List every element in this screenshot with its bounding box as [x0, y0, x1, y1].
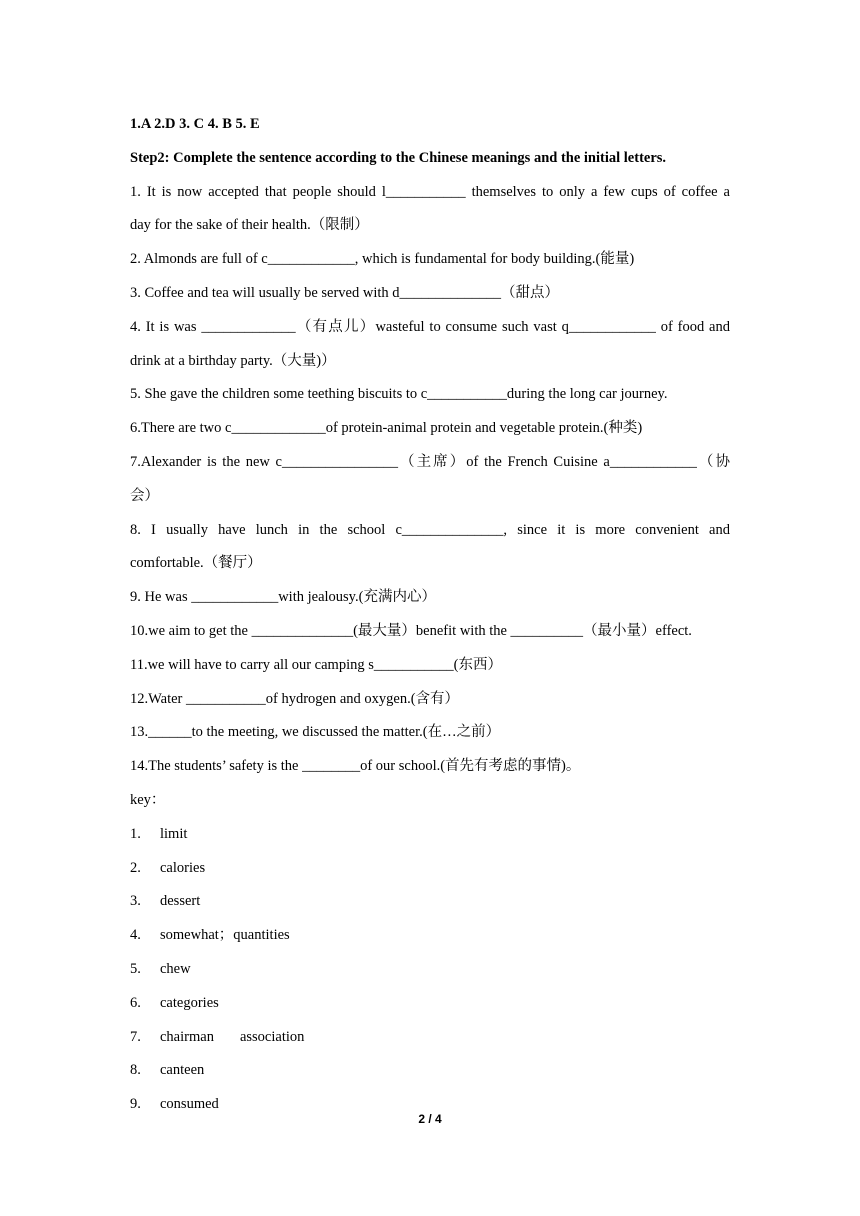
question-4-line-2: drink at a birthday party.（大量)） [130, 352, 336, 369]
key-answer: limit [160, 825, 188, 842]
page-content [130, 108, 730, 1122]
key-answer: canteen [160, 1062, 205, 1079]
key-answer-second: association [239, 1028, 305, 1045]
key-number: 1. [130, 825, 141, 842]
key-item [130, 953, 730, 987]
question-2: 2. Almonds are full of c____________, which is fundamental for body building.(能量) [130, 251, 635, 268]
question-7-line-2: 会） [130, 487, 159, 504]
key-label: key： [130, 791, 166, 808]
key-number: 9. [130, 1096, 141, 1113]
key-answer: calories [160, 859, 206, 876]
key-number: 6. [130, 994, 141, 1011]
key-item [130, 919, 730, 953]
question-6: 6.There are two c_____________of protein-animal protein and vegetable protein.(种类) [130, 420, 643, 437]
question-4-line-1: 4. It is was _____________（有点儿）wasteful to consume such vast q____________ of food and [130, 318, 730, 335]
key-item [130, 1054, 730, 1088]
question-11: 11.we will have to carry all our camping s___________(东西） [130, 656, 502, 673]
question-12: 12.Water ___________of hydrogen and oxygen.(含有） [130, 690, 460, 707]
question-13: 13.______to the meeting, we discussed the matter.(在…之前） [130, 724, 501, 741]
question-1-line-1: 1. It is now accepted that people should l___________ themselves to only a few cups of coffee a [130, 183, 730, 200]
question-9: 9. He was ____________with jealousy.(充满内心） [130, 589, 436, 606]
question-8-line-2: comfortable.（餐厅） [130, 555, 262, 572]
question-10: 10.we aim to get the ______________(最大量）benefit with the __________（最小量）effect. [130, 622, 692, 639]
key-item [130, 885, 730, 919]
key-answer: chew [160, 960, 191, 977]
question-7-line-1: 7.Alexander is the new c________________（主席）of the French Cuisine a____________（协 [130, 453, 730, 470]
key-item [130, 818, 730, 852]
question-8-line-1: 8. I usually have lunch in the school c______________, since it is more convenient and [130, 521, 730, 538]
key-answer: consumed [160, 1096, 219, 1113]
answers-line: 1.A 2.D 3. C 4. B 5. E [130, 116, 260, 132]
step2-heading: Step2: Complete the sentence according to the Chinese meanings and the initial letters. [130, 149, 667, 166]
key-number: 4. [130, 927, 141, 944]
key-item [130, 987, 730, 1021]
question-3: 3. Coffee and tea will usually be served with d______________（甜点） [130, 284, 560, 301]
page-number: 2 / 4 [418, 1112, 442, 1126]
key-item [130, 852, 730, 886]
key-answer: dessert [160, 893, 201, 910]
key-number: 7. [130, 1028, 141, 1045]
key-number: 8. [130, 1062, 141, 1079]
question-1-line-2: day for the sake of their health.（限制） [130, 217, 369, 234]
key-answer: chairman [160, 1028, 214, 1045]
key-number: 3. [130, 893, 141, 910]
question-14: 14.The students’ safety is the ________of our school.(首先有考虑的事情)。 [130, 758, 581, 775]
question-5: 5. She gave the children some teething biscuits to c___________during the long car journey. [130, 386, 668, 403]
key-number: 2. [130, 859, 141, 876]
key-item [130, 1021, 730, 1055]
key-answer: categories [160, 994, 219, 1011]
key-answer: somewhat；quantities [160, 927, 290, 944]
key-number: 5. [130, 960, 141, 977]
